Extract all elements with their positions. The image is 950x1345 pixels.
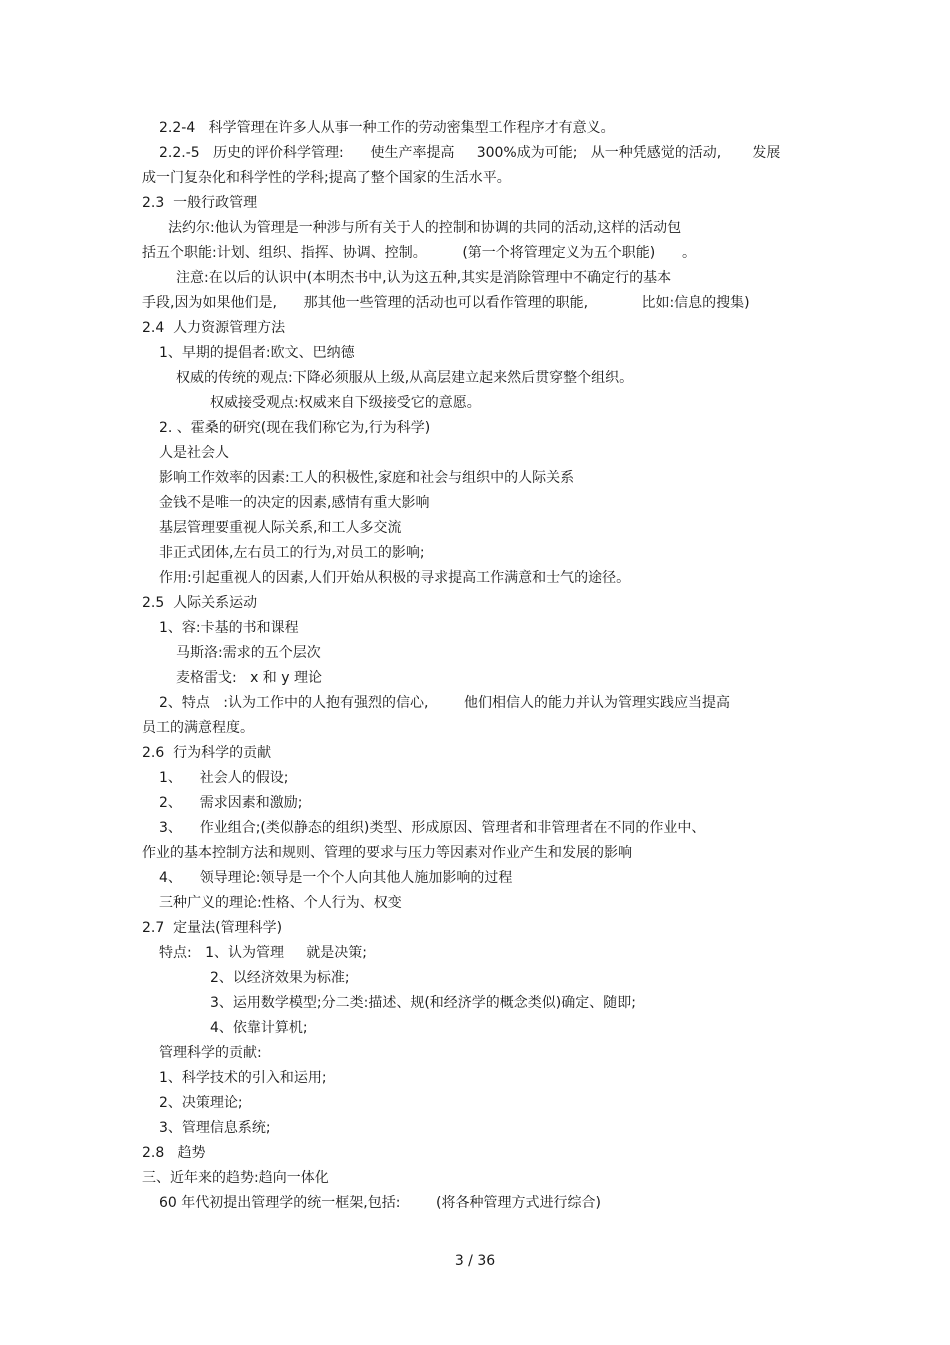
- text-line: 权威接受观点:权威来自下级接受它的意愿。: [210, 395, 481, 411]
- text-line: 管理科学的贡献:: [159, 1045, 262, 1061]
- section-heading: 2.3 一般行政管理: [142, 195, 258, 211]
- text-line: 注意:在以后的认识中(本明杰书中,认为这五种,其实是消除管理中不确定行的基本: [176, 270, 672, 286]
- text-line: 4、 领导理论:领导是一个个人向其他人施加影响的过程: [159, 870, 513, 886]
- text-line: 金钱不是唯一的决定的因素,感情有重大影响: [159, 495, 430, 511]
- text-line: 作用:引起重视人的因素,人们开始从积极的寻求提高工作满意和士气的途径。: [159, 570, 631, 586]
- text-line: 2、决策理论;: [159, 1095, 243, 1111]
- section-heading: 2.7 定量法(管理科学): [142, 920, 283, 936]
- text-line: 1、容:卡基的书和课程: [159, 620, 299, 636]
- text-line: 特点: 1、认为管理 就是决策;: [159, 945, 367, 961]
- text-line: 2.2.-5 历史的评价科学管理: 使生产率提高 300%成为可能; 从一种凭感觉的活动, 发展: [159, 145, 781, 161]
- text-line: 2. 、霍桑的研究(现在我们称它为,行为科学): [159, 420, 431, 436]
- text-line: 60 年代初提出管理学的统一框架,包括: (将各种管理方式进行综合): [159, 1195, 601, 1211]
- text-line: 法约尔:他认为管理是一种涉与所有关于人的控制和协调的共同的活动,这样的活动包: [168, 220, 682, 236]
- text-line: 1、早期的提倡者:欧文、巴纳德: [159, 345, 355, 361]
- text-line: 3、 作业组合;(类似静态的组织)类型、形成原因、管理者和非管理者在不同的作业中、: [159, 820, 706, 836]
- text-line: 作业的基本控制方法和规则、管理的要求与压力等因素对作业产生和发展的影响: [142, 845, 632, 861]
- text-line: 3、运用数学模型;分二类:描述、规(和经济学的概念类似)确定、随即;: [210, 995, 636, 1011]
- text-line: 员工的满意程度。: [142, 720, 254, 736]
- page-number: 3 / 36: [454, 1253, 496, 1269]
- text-line: 三种广义的理论:性格、个人行为、权变: [159, 895, 402, 911]
- text-line: 人是社会人: [159, 445, 229, 461]
- text-line: 基层管理要重视人际关系,和工人多交流: [159, 520, 402, 536]
- text-line: 括五个职能:计划、组织、指挥、协调、控制。 (第一个将管理定义为五个职能) 。: [142, 245, 696, 261]
- text-line: 2、 需求因素和激励;: [159, 795, 303, 811]
- text-line: 手段,因为如果他们是, 那其他一些管理的活动也可以看作管理的职能, 比如:信息的搜集): [142, 295, 750, 311]
- section-heading: 2.6 行为科学的贡献: [142, 745, 272, 761]
- text-line: 三、近年来的趋势:趋向一体化: [142, 1170, 329, 1186]
- section-heading: 2.5 人际关系运动: [142, 595, 258, 611]
- text-line: 马斯洛:需求的五个层次: [176, 645, 321, 661]
- text-line: 麦格雷戈: x 和 y 理论: [176, 670, 322, 686]
- text-line: 影响工作效率的因素:工人的积极性,家庭和社会与组织中的人际关系: [159, 470, 575, 486]
- text-line: 非正式团体,左右员工的行为,对员工的影响;: [159, 545, 425, 561]
- text-line: 1、 社会人的假设;: [159, 770, 289, 786]
- text-line: 2.2-4 科学管理在许多人从事一种工作的劳动密集型工作程序才有意义。: [159, 120, 615, 136]
- text-line: 2、特点 :认为工作中的人抱有强烈的信心, 他们相信人的能力并认为管理实践应当提高: [159, 695, 731, 711]
- section-heading: 2.4 人力资源管理方法: [142, 320, 286, 336]
- text-line: 成一门复杂化和科学性的学科;提高了整个国家的生活水平。: [142, 170, 511, 186]
- text-line: 权威的传统的观点:下降必须服从上级,从高层建立起来然后贯穿整个组织。: [176, 370, 634, 386]
- text-line: 4、依靠计算机;: [210, 1020, 308, 1036]
- section-heading: 2.8 趋势: [142, 1145, 206, 1161]
- text-line: 1、科学技术的引入和运用;: [159, 1070, 327, 1086]
- text-line: 2、以经济效果为标准;: [210, 970, 350, 986]
- text-line: 3、管理信息系统;: [159, 1120, 271, 1136]
